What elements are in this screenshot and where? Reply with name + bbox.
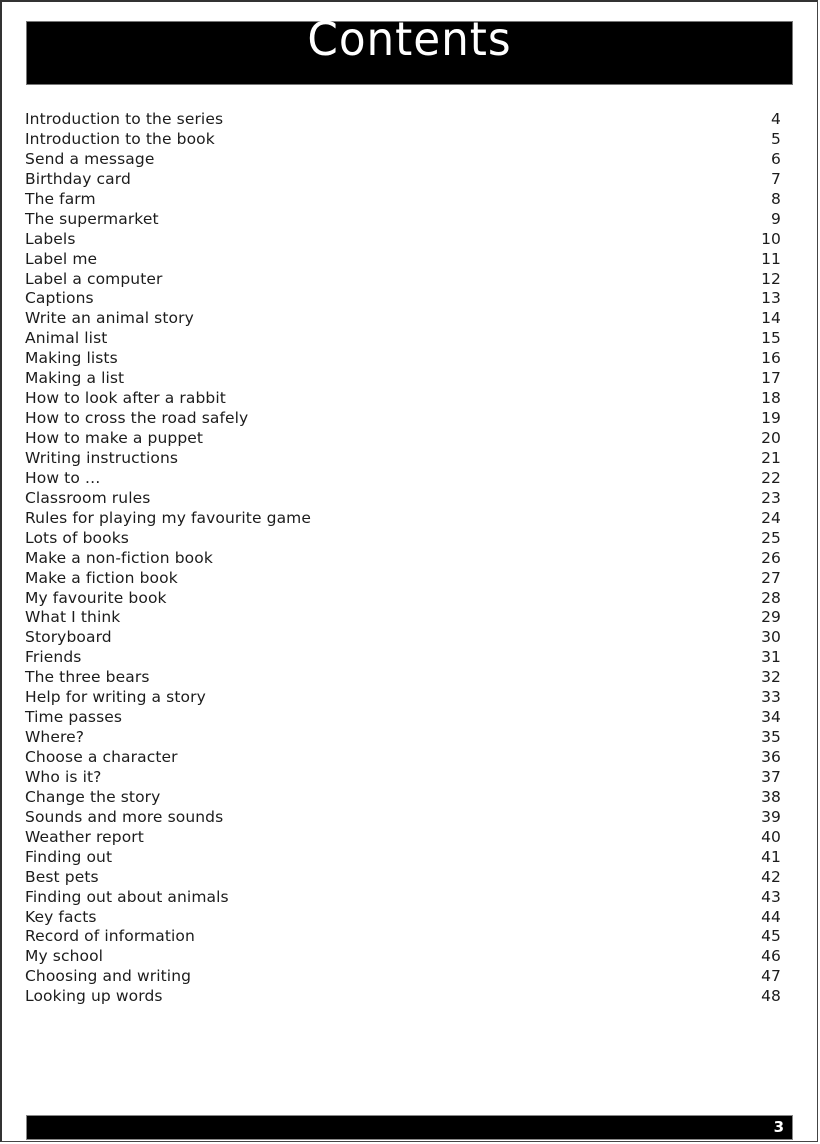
toc-entry[interactable] xyxy=(25,728,781,748)
footer-page-number: 3 xyxy=(773,1118,784,1136)
toc-entry-title: Sounds and more sounds xyxy=(25,807,224,826)
toc-entry-page-number: 37 xyxy=(761,767,781,786)
toc-entry-title: Looking up words xyxy=(25,987,163,1006)
toc-entry-title: My school xyxy=(25,947,104,966)
toc-entry-title: Help for writing a story xyxy=(25,688,206,707)
toc-entry[interactable] xyxy=(25,509,781,529)
toc-entry-title: Classroom rules xyxy=(25,488,151,507)
toc-entry[interactable] xyxy=(25,668,781,688)
toc-entry-page-number: 36 xyxy=(761,748,781,766)
toc-entry[interactable] xyxy=(25,628,781,648)
toc-entry-page-number: 24 xyxy=(761,508,781,527)
toc-entry-title: Send a message xyxy=(25,149,155,168)
toc-entry[interactable] xyxy=(25,289,781,309)
toc-entry[interactable] xyxy=(25,788,781,808)
toc-entry-title: Make a non-fiction book xyxy=(25,548,213,567)
toc-entry-title: How to make a puppet xyxy=(25,429,204,447)
toc-entry-page-number: 18 xyxy=(761,389,781,408)
toc-entry-page-number: 42 xyxy=(761,867,781,886)
toc-entry-title: Make a fiction book xyxy=(25,568,178,587)
toc-entry[interactable] xyxy=(25,389,781,409)
toc-entry-page-number: 41 xyxy=(761,847,781,866)
toc-entry-page-number: 30 xyxy=(761,628,781,647)
toc-entry[interactable] xyxy=(25,429,781,449)
toc-entry-title: Choose a character xyxy=(25,748,178,766)
toc-entry[interactable] xyxy=(25,369,781,389)
toc-entry-page-number: 47 xyxy=(761,967,781,986)
toc-entry-page-number: 21 xyxy=(761,448,781,467)
toc-entry-page-number: 6 xyxy=(771,149,781,168)
toc-entry-title: Introduction to the book xyxy=(25,129,215,148)
toc-entry-title: Making lists xyxy=(25,349,118,368)
toc-entry-page-number: 19 xyxy=(761,409,781,428)
toc-entry[interactable] xyxy=(25,110,781,130)
toc-entry[interactable] xyxy=(25,469,781,489)
toc-entry-page-number: 34 xyxy=(761,708,781,727)
toc-entry-page-number: 45 xyxy=(761,927,781,946)
toc-entry[interactable] xyxy=(25,170,781,190)
toc-entry[interactable] xyxy=(25,329,781,349)
toc-entry-title: The three bears xyxy=(25,668,150,687)
toc-entry-page-number: 13 xyxy=(761,289,781,308)
toc-entry[interactable] xyxy=(25,130,781,150)
toc-entry-page-number: 46 xyxy=(761,947,781,966)
toc-entry[interactable] xyxy=(25,569,781,589)
toc-entry-title: My favourite book xyxy=(25,588,167,607)
toc-entry-title: Finding out about animals xyxy=(25,887,229,906)
page-title: Contents xyxy=(307,11,512,66)
toc-entry-page-number: 31 xyxy=(761,648,781,667)
toc-entry[interactable] xyxy=(25,808,781,828)
toc-entry-title: Making a list xyxy=(25,369,125,388)
toc-entry-title: How to look after a rabbit xyxy=(25,389,226,408)
toc-entry-page-number: 14 xyxy=(761,309,781,328)
toc-entry-title: How to … xyxy=(25,468,101,487)
footer-bar xyxy=(26,1115,793,1140)
toc-entry[interactable] xyxy=(25,449,781,469)
toc-entry[interactable] xyxy=(25,927,781,947)
toc-entry-title: Weather report xyxy=(25,827,144,846)
toc-entry-title: Best pets xyxy=(25,867,99,886)
toc-entry[interactable] xyxy=(25,270,781,290)
toc-entry-title: Finding out xyxy=(25,847,113,866)
toc-entry[interactable] xyxy=(25,708,781,728)
toc-entry-title: Label me xyxy=(25,249,98,268)
toc-entry[interactable] xyxy=(25,309,781,329)
toc-entry-title: Captions xyxy=(25,289,94,308)
toc-entry-title: Storyboard xyxy=(25,628,112,647)
toc-entry-title: Label a computer xyxy=(25,269,163,288)
toc-entry-page-number: 43 xyxy=(761,887,781,906)
toc-entry-page-number: 15 xyxy=(761,329,781,348)
toc-entry-title: Friends xyxy=(25,648,82,667)
toc-entry[interactable] xyxy=(25,888,781,908)
toc-entry-title: Lots of books xyxy=(25,528,129,547)
toc-entry-page-number: 33 xyxy=(761,688,781,707)
toc-entry-title: Birthday card xyxy=(25,169,131,188)
toc-entry[interactable] xyxy=(25,868,781,888)
toc-entry-title: What I think xyxy=(25,608,121,627)
toc-entry-page-number: 8 xyxy=(771,189,781,208)
toc-entry-page-number: 7 xyxy=(771,169,781,188)
toc-entry-title: Where? xyxy=(25,728,85,747)
toc-entry-page-number: 5 xyxy=(771,129,781,148)
table-of-contents xyxy=(25,110,781,1007)
header-bar xyxy=(26,11,793,85)
toc-entry-page-number: 40 xyxy=(761,827,781,846)
toc-entry[interactable] xyxy=(25,828,781,848)
toc-entry-page-number: 11 xyxy=(761,249,781,268)
toc-entry-title: Rules for playing my favourite game xyxy=(25,508,312,527)
toc-entry[interactable] xyxy=(25,768,781,788)
toc-entry[interactable] xyxy=(25,848,781,868)
toc-entry-page-number: 23 xyxy=(761,488,781,507)
toc-entry-page-number: 27 xyxy=(761,568,781,587)
toc-entry[interactable] xyxy=(25,409,781,429)
toc-entry[interactable] xyxy=(25,987,781,1007)
toc-entry[interactable] xyxy=(25,190,781,210)
toc-entry[interactable] xyxy=(25,250,781,270)
toc-entry-page-number: 17 xyxy=(761,369,781,388)
toc-entry-page-number: 35 xyxy=(761,728,781,747)
toc-entry-title: Who is it? xyxy=(25,767,102,786)
toc-entry[interactable] xyxy=(25,549,781,569)
toc-entry-page-number: 32 xyxy=(761,668,781,687)
toc-entry-title: Write an animal story xyxy=(25,309,194,328)
toc-entry-title: Choosing and writing xyxy=(25,967,192,986)
toc-entry[interactable] xyxy=(25,529,781,549)
toc-entry-page-number: 12 xyxy=(761,269,781,288)
toc-entry-title: Labels xyxy=(25,229,76,248)
toc-entry-title: The farm xyxy=(25,189,96,208)
toc-entry-page-number: 26 xyxy=(761,548,781,567)
toc-entry[interactable] xyxy=(25,608,781,628)
toc-entry-page-number: 25 xyxy=(761,528,781,547)
toc-entry[interactable] xyxy=(25,589,781,609)
toc-entry-title: How to cross the road safely xyxy=(25,409,249,428)
toc-entry-page-number: 4 xyxy=(771,110,781,128)
toc-entry-page-number: 16 xyxy=(761,349,781,368)
toc-entry-title: The supermarket xyxy=(25,209,159,228)
toc-entry[interactable] xyxy=(25,150,781,170)
toc-entry-page-number: 28 xyxy=(761,588,781,607)
toc-entry-page-number: 29 xyxy=(761,608,781,627)
toc-entry-page-number: 22 xyxy=(761,468,781,487)
toc-entry-page-number: 9 xyxy=(771,209,781,228)
toc-entry-page-number: 39 xyxy=(761,807,781,826)
toc-entry-page-number: 38 xyxy=(761,787,781,806)
toc-entry-page-number: 48 xyxy=(761,987,781,1006)
toc-entry-title: Time passes xyxy=(25,708,123,727)
toc-entry-title: Animal list xyxy=(25,329,108,348)
toc-entry-page-number: 20 xyxy=(761,429,781,447)
toc-entry-title: Writing instructions xyxy=(25,448,179,467)
toc-entry[interactable] xyxy=(25,688,781,708)
toc-entry[interactable] xyxy=(25,967,781,987)
toc-entry-title: Key facts xyxy=(25,907,97,926)
toc-entry[interactable] xyxy=(25,947,781,967)
toc-entry-page-number: 10 xyxy=(761,229,781,248)
toc-entry-title: Record of information xyxy=(25,927,195,946)
toc-entry[interactable] xyxy=(25,210,781,230)
toc-entry[interactable] xyxy=(25,648,781,668)
toc-entry[interactable] xyxy=(25,230,781,250)
toc-entry[interactable] xyxy=(25,748,781,768)
toc-entry[interactable] xyxy=(25,489,781,509)
toc-entry[interactable] xyxy=(25,349,781,369)
toc-entry-page-number: 44 xyxy=(761,907,781,926)
toc-entry-title: Change the story xyxy=(25,787,161,806)
toc-entry-title: Introduction to the series xyxy=(25,110,224,128)
toc-entry[interactable] xyxy=(25,908,781,928)
